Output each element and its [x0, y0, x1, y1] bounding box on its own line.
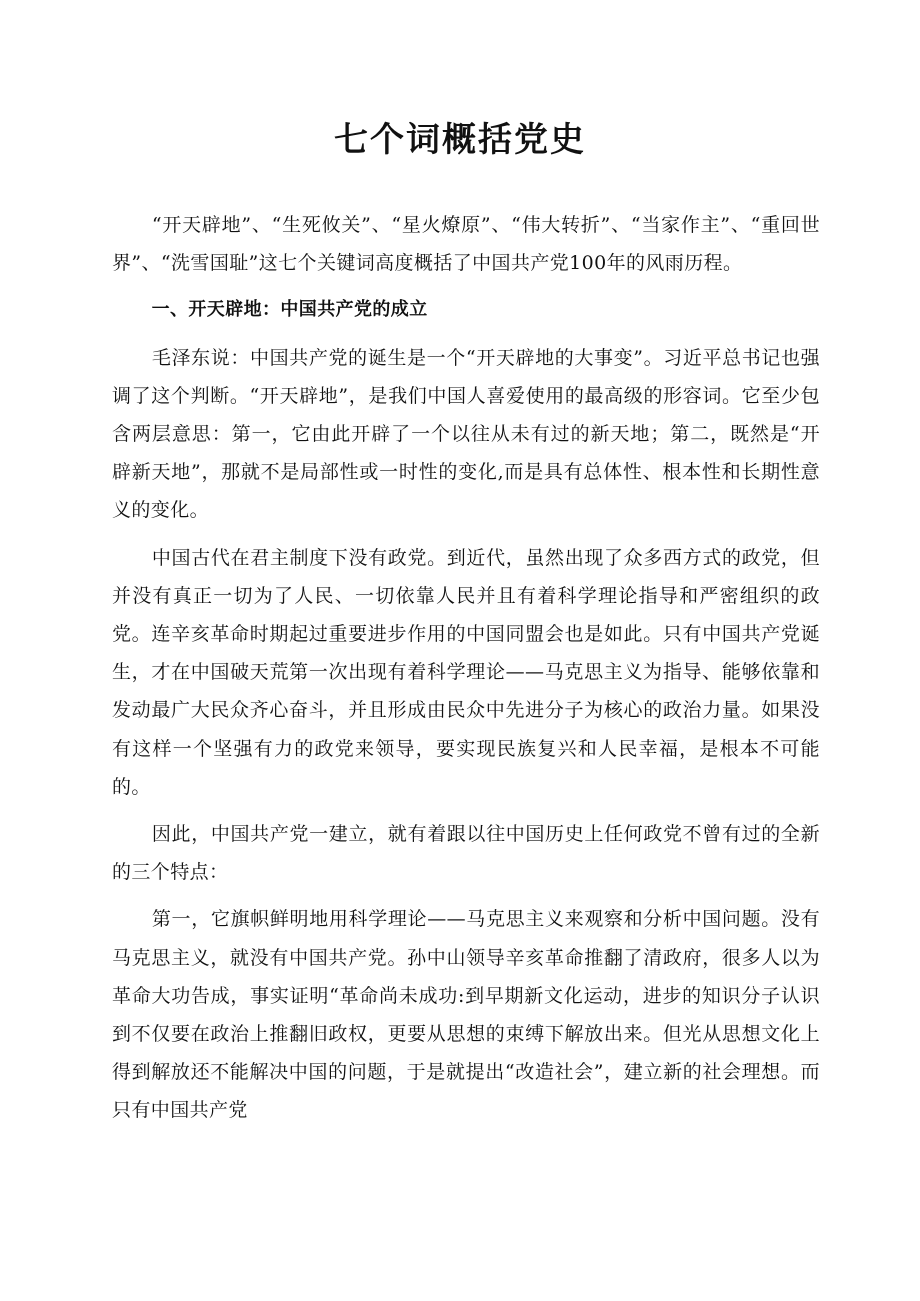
body-paragraph: 中国古代在君主制度下没有政党。到近代，虽然出现了众多西方式的政党，但并没有真正一切为了人民、一切依靠人民并且有着科学理论指导和严密组织的政党。连辛亥革命时期起过重要进步作用的中国同盟会也是如此。只有中国共产党诞生，才在中国破天荒第一次出现有着科学理论——马克思主义为指导、能够依靠和发动最广大民众齐心奋斗，并且形成由民众中先进分子为核心的政治力量。如果没有这样一个坚强有力的政党来领导，要实现民族复兴和人民幸福，是根本不可能的。: [112, 546, 820, 798]
body-paragraph: 第一，它旗帜鲜明地用科学理论——马克思主义来观察和分析中国问题。没有马克思主义，就没有中国共产党。孙中山领导辛亥革命推翻了清政府，很多人以为革命大功告成，事实证明“革命尚未成功:到早期新文化运动，进步的知识分子认识到不仅要在政治上推翻旧政权，更要从思想的束缚下解放出来。但光从思想文化上得到解放还不能解决中国的问题，于是就提出“改造社会”，建立新的社会理想。而只有中国共产党: [112, 908, 820, 1122]
section-heading: 一、开天辟地：中国共产党的成立: [151, 299, 428, 321]
intro-paragraph: “开天辟地”、“生死攸关”、“星火燎原”、“伟大转折”、“当家作主”、“重回世界”、“洗雪国耻”这七个关键词高度概括了中国共产党100年的风雨历程。: [112, 214, 820, 275]
page-title: 七个词概括党史: [334, 120, 586, 160]
body-paragraph: 因此，中国共产党一建立，就有着跟以往中国历史上任何政党不曾有过的全新的三个特点：: [112, 823, 820, 884]
body-paragraph: 毛泽东说：中国共产党的诞生是一个“开天辟地的大事变”。习近平总书记也强调了这个判断。“开天辟地”，是我们中国人喜爱使用的最高级的形容词。它至少包含两层意思：第一，它由此开辟了一个以往从未有过的新天地；第二，既然是“开辟新天地”，那就不是局部性或一时性的变化,而是具有总体性、根本性和长期性意义的变化。: [112, 346, 820, 522]
document-body: [112, 206, 820, 1139]
